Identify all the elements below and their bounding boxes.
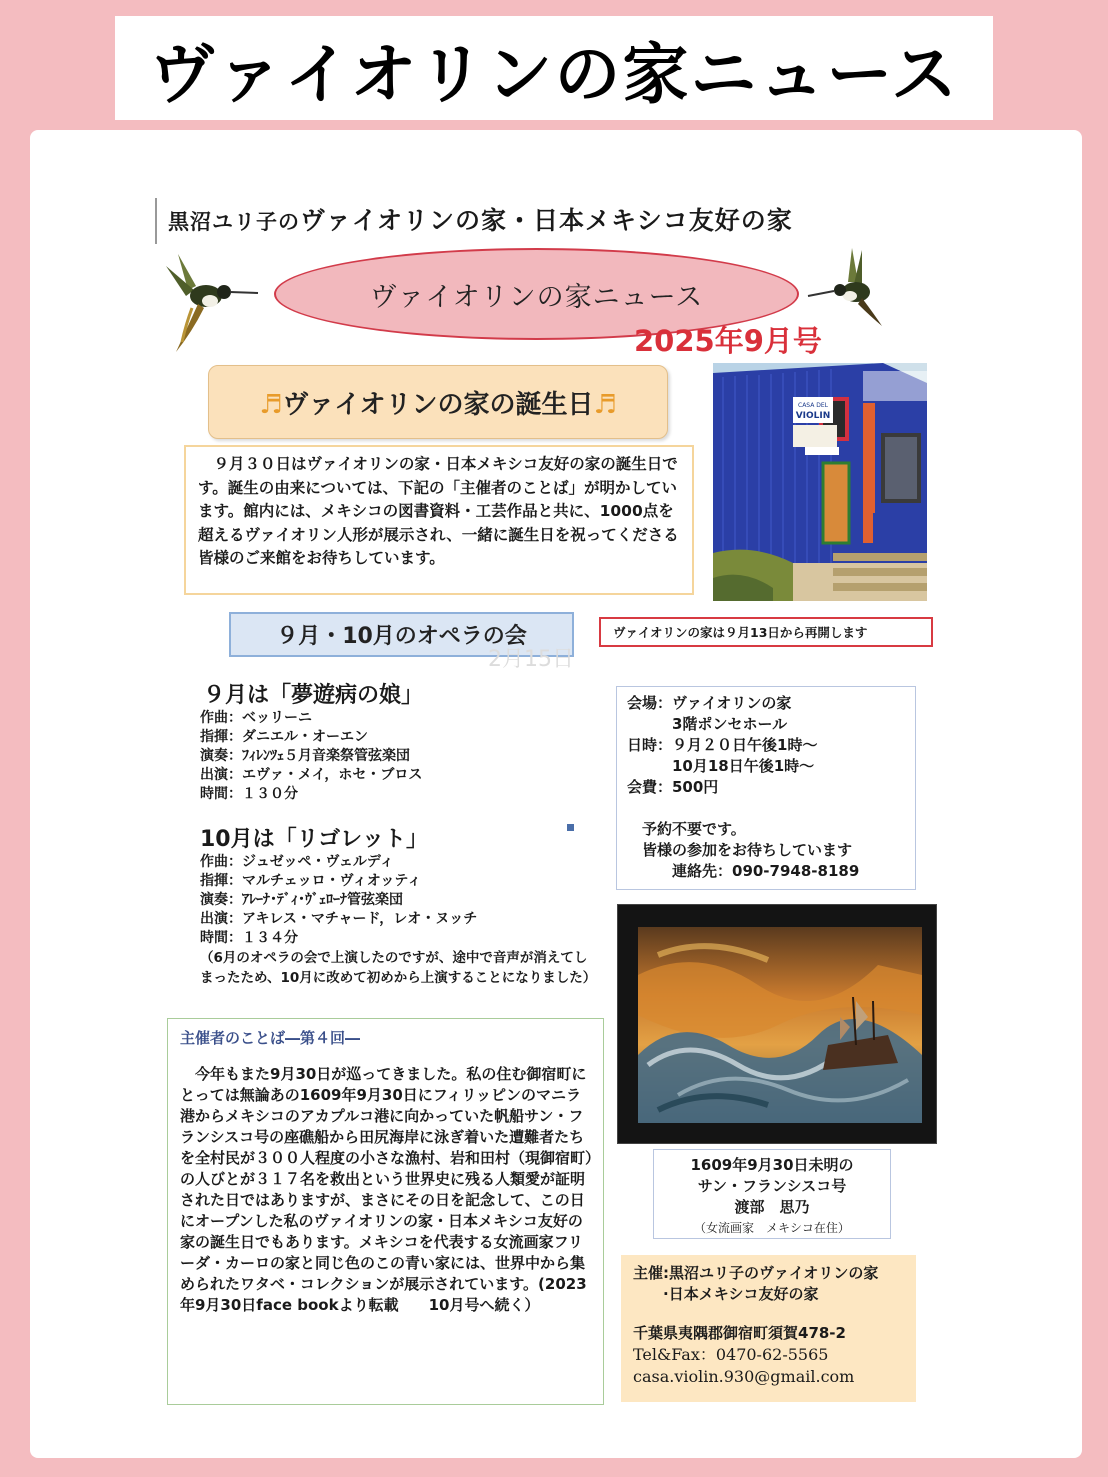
opera-detail-line: 時間：１３４分 [200, 930, 298, 946]
host-words-title: 主催者のことば―第４回― [180, 1029, 361, 1047]
october-opera-note: （6月のオペラの会で上演したのですが、途中で音声が消えてしまったため、10月に改めて初めから上演することになりました） [200, 950, 597, 986]
organizer-telfax: Tel&Fax：0470-62-5565 [633, 1345, 829, 1364]
venue-line: 10月18日午後1時～ [627, 757, 815, 775]
birthday-heading-box [208, 365, 668, 439]
host-words-box [167, 1018, 604, 1405]
opera-detail-line: 演奏：ﾌｨﾚﾝﾂｪ５月音楽祭管弦楽団 [200, 748, 410, 764]
caption-note: （女流画家 メキシコ在住） [694, 1221, 850, 1235]
org-title-main: ヴァイオリンの家・日本メキシコ友好の家 [300, 206, 793, 235]
organizer-address: 千葉県夷隅郡御宿町須賀478-2 [633, 1324, 846, 1342]
banner-title: ヴァイオリンの家ニュース [148, 35, 960, 113]
reopen-notice: ヴァイオリンの家は９月13日から再開します [613, 625, 868, 640]
ship-painting [617, 904, 937, 1144]
venue-contact-line: 連絡先：090-7948-8189 [627, 862, 860, 880]
bullet-square [567, 824, 574, 831]
organizer-spacer [633, 1305, 904, 1323]
opera-detail-line: 出演：エヴァ・メイ，ホセ・ブロス [200, 767, 423, 783]
caption-line: 1609年9月30日未明の [690, 1156, 854, 1174]
opera-detail-line: 指揮：マルチェッロ・ヴィオッティ [200, 873, 422, 889]
house-photo [713, 363, 927, 601]
sign-text-2: VIOLIN [795, 411, 831, 421]
birthday-heading [259, 384, 617, 421]
venue-line [627, 798, 905, 819]
music-note-icon: ♬ [259, 389, 283, 420]
title-rule [155, 198, 157, 244]
organizer-box [621, 1255, 916, 1402]
opera-detail-line: 時間：１３０分 [200, 786, 298, 802]
sign-text-1: CASA DEL [798, 402, 828, 409]
opera-detail-line: 演奏：ｱﾚｰﾅ･ﾃﾞｨ･ｳﾞｪﾛｰﾅ管弦楽団 [200, 892, 403, 908]
october-opera-details [200, 853, 477, 948]
org-title [168, 201, 793, 237]
birthday-text: ９月３０日はヴァイオリンの家・日本メキシコ友好の家の誕生日です。誕生の由来については、下記の「主催者のことば」が明かしています。館内には、メキシコの図書資料・工芸作品と共に、1000点を超えるヴァイオリン人形が展示され、一緒に誕生日を祝ってくださる皆様のご来館をお待ちしています。 [184, 445, 694, 595]
venue-line: 3階ポンセホール [627, 715, 788, 733]
host-words-text: 今年もまた9月30日が巡ってきました。私の住む御宿町にとっては無論あの1609年9月30日にフィリッピンのマニラ港からメキシコのアカプルコ港に向かっていた帆船サン・フランシスコ号の座礁船から田尻海岸に泳ぎ着いた遭難者たちを全村民が３００人程度の小さな漁村、岩和田村（現御宿町）の人びとが３１７名を救出という世界史に残る人類愛が証明された日ではありますが、まさにその日を記念して、この日にオープンした私のヴァイオリンの家・日本メキシコ友好の家の誕生日でもあります。メキシコを代表する女流画家フリーダ・カーロの家と同じ色のこの青い家には、世界中から集められたワタベ・コレクションが展示されています。(2023年9月30日face bookより転載 10月号へ続く） [180, 1065, 593, 1314]
opera-detail-line: 作曲：ジュゼッペ・ヴェルディ [200, 854, 394, 870]
venue-line: 予約不要です。 [627, 820, 746, 838]
september-opera-details [200, 709, 422, 804]
organizer-line: ·日本メキシコ友好の家 [633, 1285, 819, 1303]
caption-line: サン・フランシスコ号 [697, 1177, 847, 1195]
opera-detail-line: 出演：アキレス・マチャード，レオ・ヌッチ [200, 911, 478, 927]
painting-caption-box [653, 1149, 891, 1239]
issue-label: 2025年9月号 [634, 324, 822, 358]
music-note-icon: ♬ [593, 389, 617, 420]
org-title-small: 黒沼ユリ子の [168, 210, 300, 234]
october-opera-title: 10月は「リゴレット」 [200, 827, 428, 852]
top-banner [115, 16, 993, 120]
ghost-date-text: 2月15日 [488, 647, 574, 672]
opera-detail-line: 作曲：ベッリーニ [200, 710, 312, 726]
organizer-line: 主催:黒沼ユリ子のヴァイオリンの家 [633, 1264, 879, 1282]
organizer-email: casa.violin.930@gmail.com [633, 1367, 855, 1386]
venue-info-box [616, 686, 916, 890]
venue-line: 日時：９月２０日午後1時～ [627, 736, 818, 754]
september-opera-title: ９月は「夢遊病の娘」 [203, 683, 424, 708]
opera-detail-line: 指揮：ダニエル・オーエン [200, 729, 368, 745]
news-title: ヴァイオリンの家ニュース [369, 281, 704, 313]
birthday-heading-text: ヴァイオリンの家の誕生日 [282, 389, 594, 420]
reopen-notice-box [599, 617, 933, 647]
opera-heading: ９月・10月のオペラの会 [276, 624, 527, 649]
venue-line: 会場：ヴァイオリンの家 [627, 694, 792, 712]
caption-artist: 渡部 思乃 [734, 1198, 810, 1216]
venue-line: 会費：500円 [627, 778, 719, 796]
venue-line: 皆様の参加をお待ちしています [627, 841, 853, 859]
hummingbird-left-icon [158, 246, 268, 356]
